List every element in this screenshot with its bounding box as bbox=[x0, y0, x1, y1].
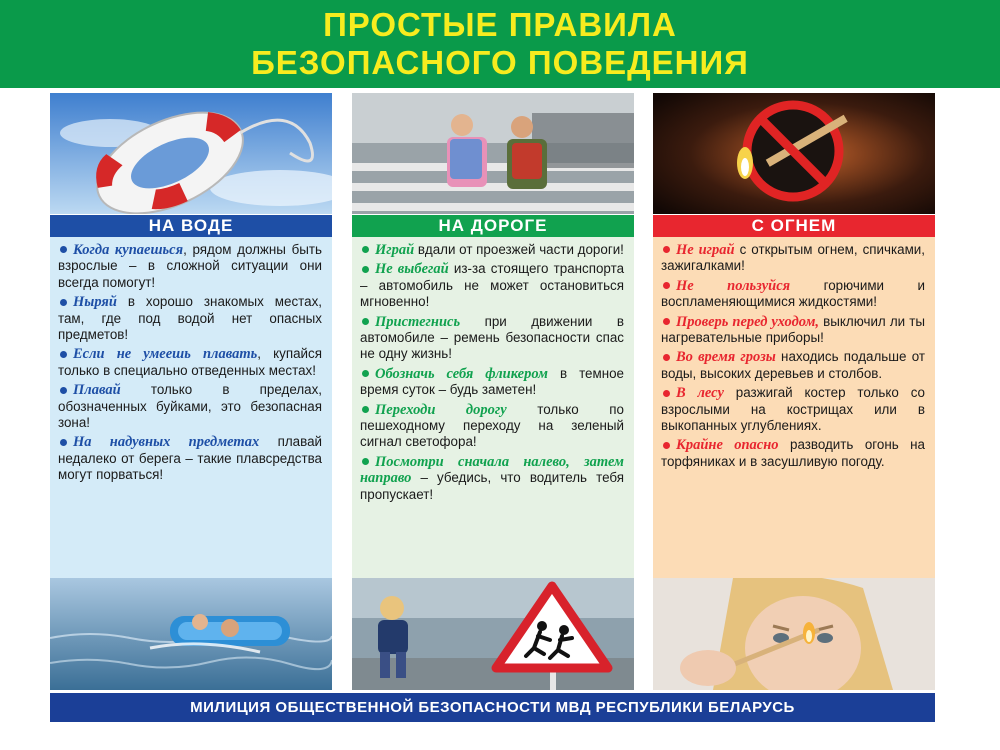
column-heading-water: НА ВОДЕ bbox=[50, 215, 332, 237]
rule-keyword: Пристегнись bbox=[375, 313, 461, 330]
rule-text: плавай недалеко от берега – такие плавсредства могут порваться! bbox=[58, 434, 322, 483]
rules-road bbox=[352, 237, 634, 578]
rule-keyword: Не выбегай bbox=[375, 261, 449, 278]
no-fire-sign-photo bbox=[653, 93, 935, 214]
rule-text: только по пешеходному переходу на зеленый сигнал светофора! bbox=[360, 401, 624, 450]
rule-text: разжигай костер только со взрослыми на кострищах или в выкопанных углублениях. bbox=[661, 385, 925, 434]
rule-text: в хорошо знакомых местах, там, где под водой нет опасных предметов! bbox=[58, 294, 322, 343]
rule-item bbox=[58, 294, 322, 343]
rule-text: с открытым огнем, спичками, зажигалками! bbox=[661, 242, 925, 274]
rule-text: находись подальше от воды, высоких деревьев и столбов. bbox=[661, 349, 925, 381]
column-road bbox=[352, 93, 634, 690]
rule-text: при движении в автомобиле – ремень безопасности спас не одну жизнь! bbox=[360, 313, 624, 362]
bullet-icon bbox=[663, 354, 670, 361]
rule-item bbox=[661, 314, 925, 347]
bullet-icon bbox=[663, 282, 670, 289]
poster-title-line-2: БЕЗОПАСНОГО ПОВЕДЕНИЯ bbox=[251, 44, 749, 81]
column-fire bbox=[653, 93, 935, 690]
bullet-icon bbox=[663, 442, 670, 449]
bullet-icon bbox=[362, 246, 369, 253]
bullet-icon bbox=[60, 439, 67, 446]
rule-item bbox=[360, 242, 624, 258]
rule-keyword: Играй bbox=[375, 242, 415, 258]
rule-keyword: Крайне опасно bbox=[676, 437, 779, 454]
poster-title-line-1: ПРОСТЫЕ ПРАВИЛА bbox=[323, 6, 677, 43]
bullet-icon bbox=[663, 246, 670, 253]
child-and-road-sign-photo bbox=[352, 578, 634, 690]
rule-item bbox=[360, 454, 624, 503]
rule-item bbox=[661, 385, 925, 434]
bullet-icon bbox=[60, 246, 67, 253]
bullet-icon bbox=[362, 318, 369, 325]
children-swimming-photo bbox=[50, 578, 332, 690]
rule-text: , купайся только в специально отведенных местах! bbox=[58, 346, 322, 378]
bullet-icon bbox=[60, 387, 67, 394]
rule-item bbox=[58, 346, 322, 379]
rule-keyword: Во время грозы bbox=[676, 349, 776, 366]
rule-text: только в пределах, обозначенных буйками, это безопасная зона! bbox=[58, 382, 322, 431]
rule-keyword: Плавай bbox=[73, 382, 121, 399]
rule-keyword: Не играй bbox=[676, 242, 735, 258]
bullet-icon bbox=[362, 458, 369, 465]
rule-keyword: Проверь перед уходом, bbox=[676, 313, 820, 330]
lifebuoy-photo bbox=[50, 93, 332, 214]
rule-keyword: На надувных предметах bbox=[73, 434, 260, 451]
rule-keyword: В лесу bbox=[676, 385, 724, 402]
rule-text: горючими и воспламеняющимися жидкостями! bbox=[661, 277, 926, 310]
column-heading-fire: С ОГНЕМ bbox=[653, 215, 935, 237]
bullet-icon bbox=[60, 299, 67, 306]
rule-item bbox=[360, 261, 624, 310]
rule-keyword: Ныряй bbox=[73, 294, 117, 311]
bullet-icon bbox=[663, 318, 670, 325]
rule-text: разводить огонь на торфяниках и в засушливую погоду. bbox=[661, 437, 925, 469]
rule-item bbox=[360, 402, 624, 451]
rule-item bbox=[661, 349, 925, 382]
rule-keyword: Когда купаешься bbox=[73, 242, 184, 258]
rule-text: , рядом должны быть взрослые – в сложной ситуации они всегда помогут! bbox=[58, 242, 322, 290]
column-water bbox=[50, 93, 332, 690]
rule-item bbox=[661, 437, 925, 470]
rule-keyword: Переходи дорогу bbox=[375, 401, 507, 418]
rules-fire bbox=[653, 237, 935, 578]
rule-item bbox=[58, 434, 322, 483]
rule-item bbox=[58, 242, 322, 291]
children-crossing-photo bbox=[352, 93, 634, 214]
rule-text: – убедись, что водитель тебя пропускает! bbox=[360, 470, 624, 502]
rule-item bbox=[360, 314, 624, 363]
rule-keyword: Обозначь себя фликером bbox=[375, 365, 548, 382]
bullet-icon bbox=[362, 406, 369, 413]
column-heading-road: НА ДОРОГЕ bbox=[352, 215, 634, 237]
rule-item bbox=[661, 278, 925, 311]
rule-text: вдали от проезжей части дороги! bbox=[414, 242, 624, 257]
rule-item bbox=[58, 382, 322, 431]
child-with-match-photo bbox=[653, 578, 935, 690]
rule-text: в темное время суток – будь заметен! bbox=[360, 365, 624, 398]
bullet-icon bbox=[663, 390, 670, 397]
rule-item bbox=[661, 242, 925, 275]
bullet-icon bbox=[362, 370, 369, 377]
poster-header bbox=[0, 0, 1000, 88]
bullet-icon bbox=[60, 351, 67, 358]
footer-banner: МИЛИЦИЯ ОБЩЕСТВЕННОЙ БЕЗОПАСНОСТИ МВД РЕСПУБЛИКИ БЕЛАРУСЬ bbox=[50, 693, 935, 722]
rule-keyword: Посмотри сначала налево, затем направо bbox=[360, 453, 624, 487]
rule-text: выключил ли ты нагревательные приборы! bbox=[661, 313, 925, 346]
rule-keyword: Если не умеешь плавать bbox=[73, 346, 258, 363]
rule-item bbox=[360, 366, 624, 399]
rules-water bbox=[50, 237, 332, 578]
rule-keyword: Не пользуйся bbox=[676, 277, 791, 294]
bullet-icon bbox=[362, 266, 369, 273]
rule-text: из-за стоящего транспорта – автомобиль не может остановиться мгновенно! bbox=[360, 261, 625, 310]
